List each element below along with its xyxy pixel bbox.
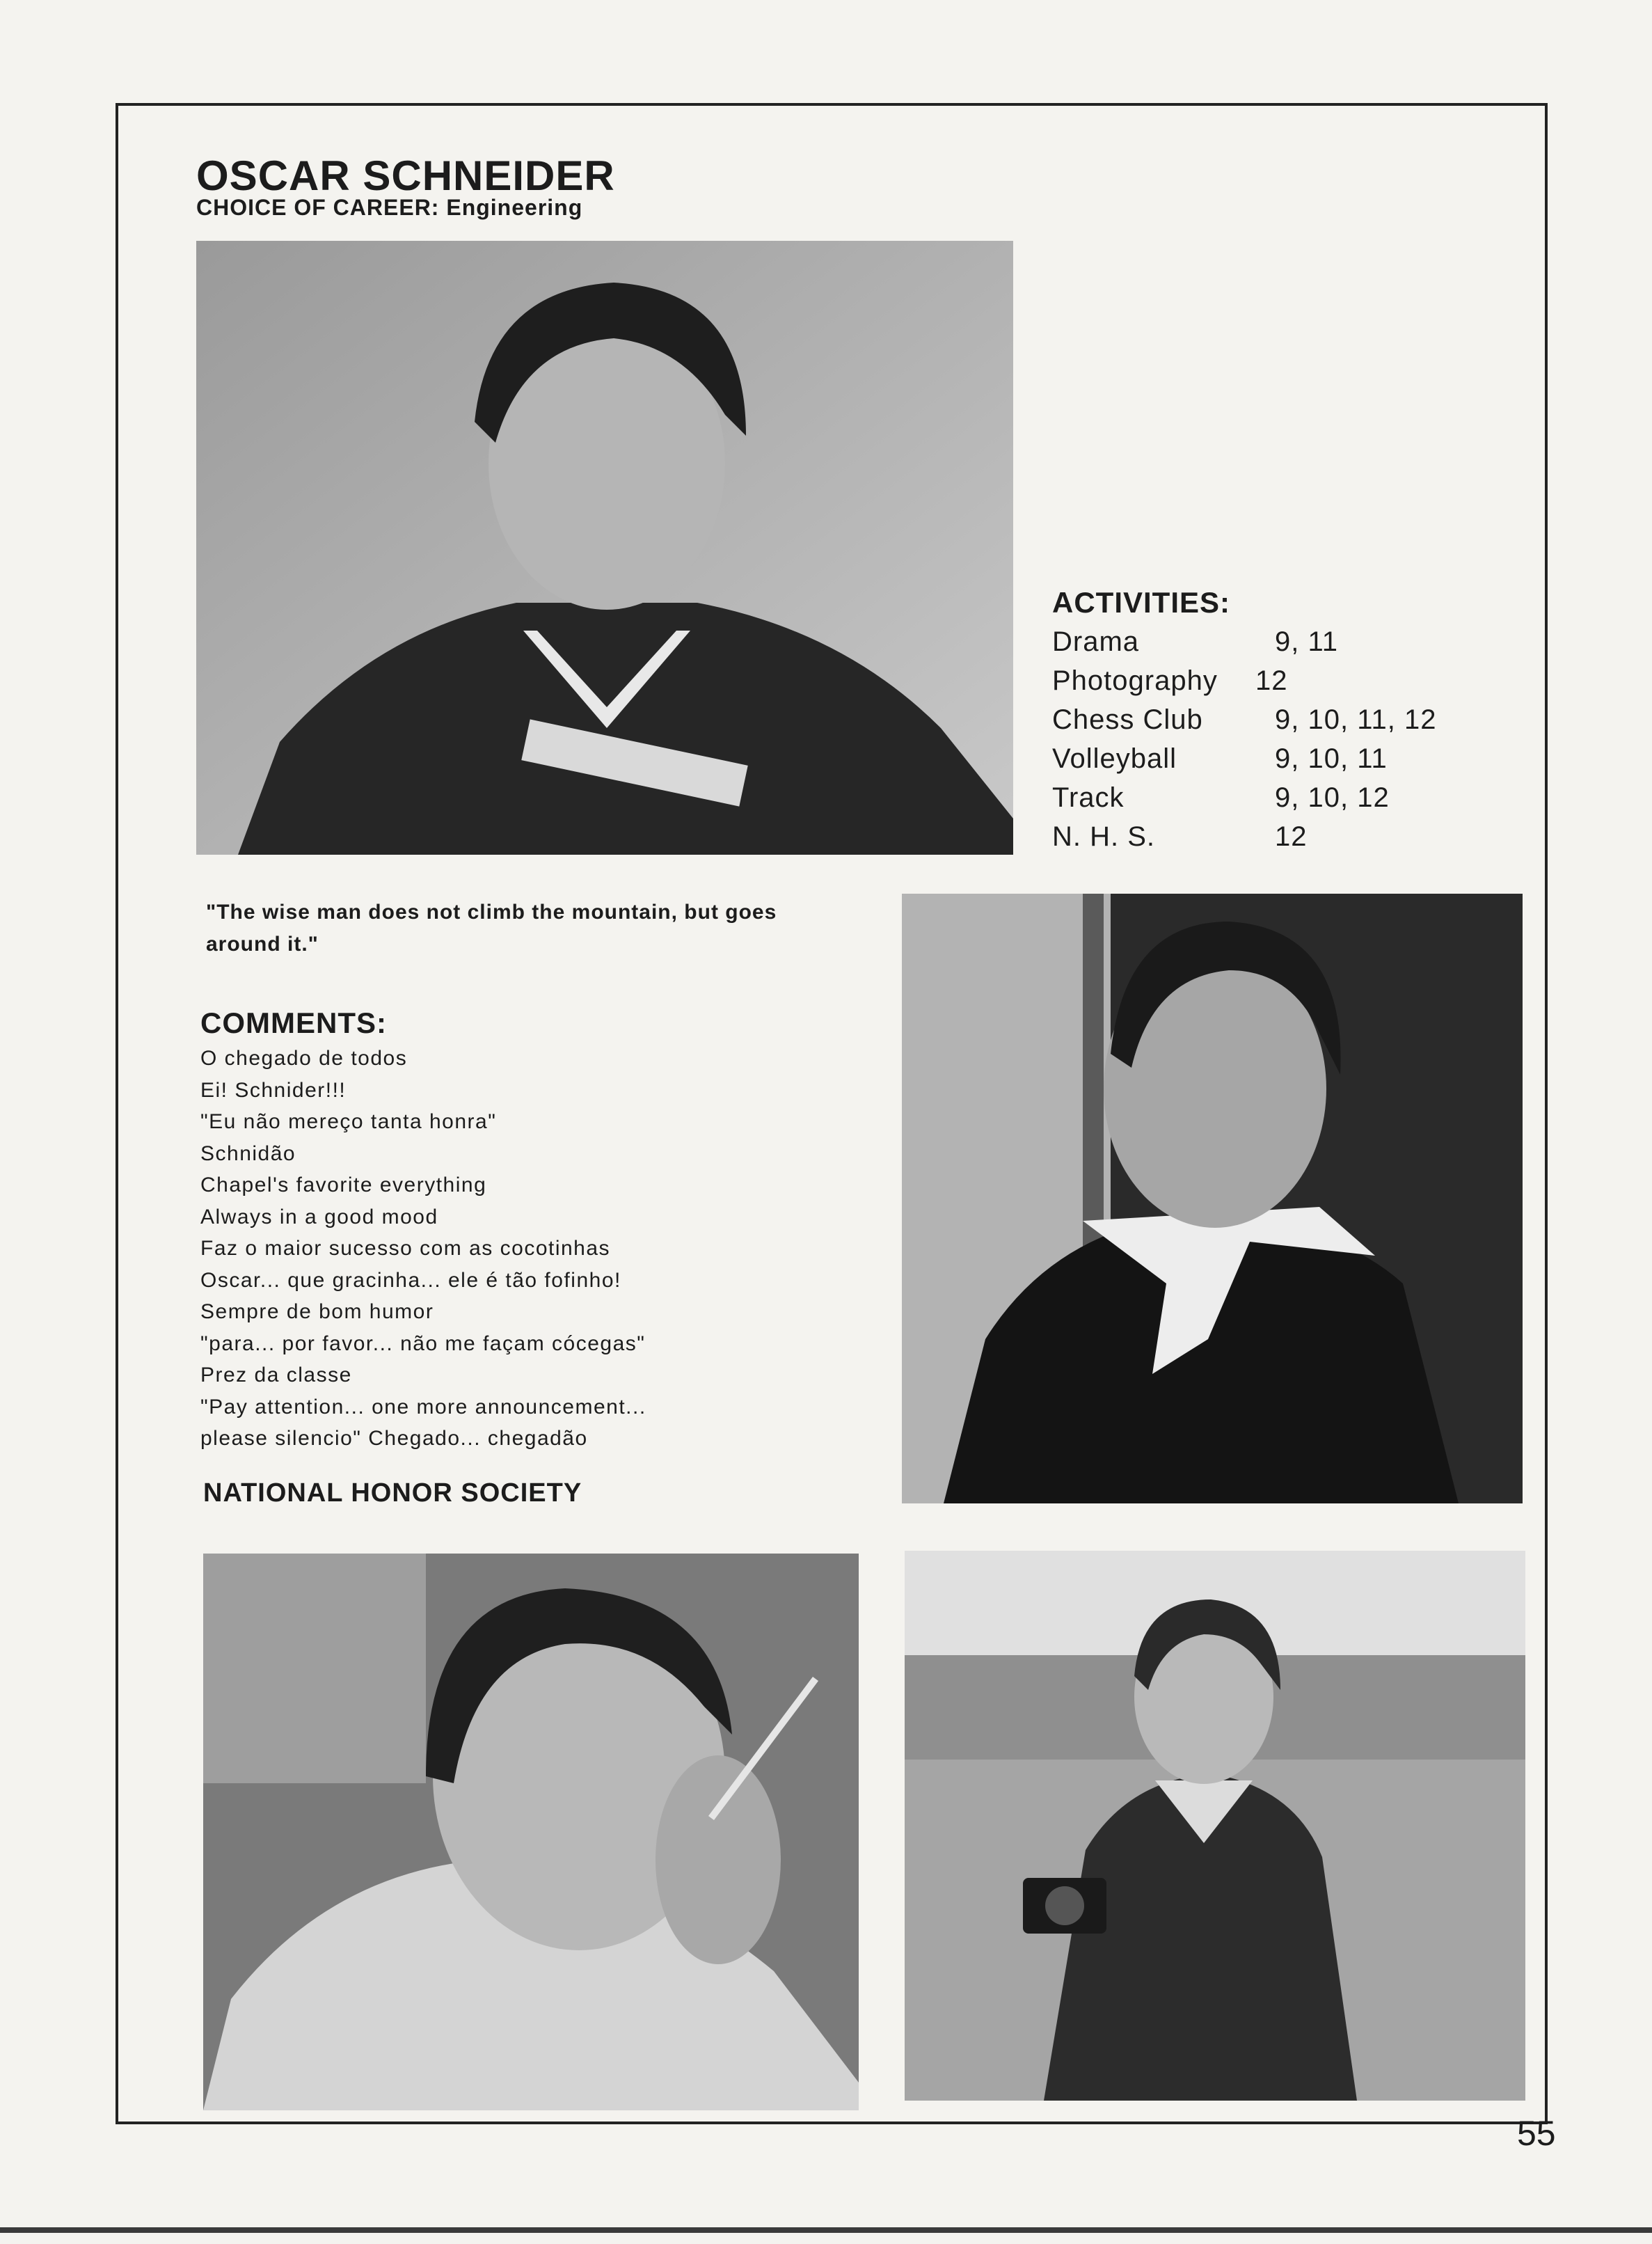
comment-line: Oscar... que gracinha... ele é tão fofinho!	[200, 1268, 621, 1292]
outdoor-photo-with-camera	[905, 1551, 1525, 2101]
comment-line: Always in a good mood	[200, 1205, 438, 1228]
activity-row	[1052, 700, 1498, 739]
activity-years: 12	[1255, 665, 1288, 696]
activity-years: 9, 10, 12	[1275, 782, 1390, 813]
activity-row	[1052, 622, 1498, 661]
scan-edge	[0, 2227, 1652, 2233]
comment-line: please silencio" Chegado... chegadão	[200, 1427, 588, 1450]
comment-line: "para... por favor... não me façam cócegas"	[200, 1332, 646, 1355]
activities-heading: ACTIVITIES:	[1052, 586, 1231, 619]
activity-years: 9, 10, 11	[1275, 743, 1388, 774]
comment-line: Schnidão	[200, 1141, 296, 1165]
comment-line: "Pay attention... one more announcement...	[200, 1395, 646, 1419]
activity-name: Chess Club	[1052, 704, 1203, 735]
activity-years: 9, 11	[1275, 626, 1338, 657]
activity-row	[1052, 817, 1498, 856]
candid-photo-with-pen	[203, 1554, 859, 2110]
activity-row	[1052, 739, 1498, 778]
comment-line: Ei! Schnider!!!	[200, 1078, 347, 1102]
activity-row	[1052, 778, 1498, 817]
portrait-photo-seated	[196, 241, 1013, 855]
comment-line: Faz o maior sucesso com as cocotinhas	[200, 1237, 611, 1260]
activity-name: N. H. S.	[1052, 821, 1156, 852]
comment-line: Sempre de bom humor	[200, 1300, 434, 1323]
activity-years: 12	[1275, 821, 1308, 852]
activity-years: 9, 10, 11, 12	[1275, 704, 1437, 735]
senior-quote: "The wise man does not climb the mountain, but goes around it."	[206, 901, 777, 956]
activity-name: Track	[1052, 782, 1125, 813]
comments-section	[200, 1006, 868, 1455]
activity-name: Photography	[1052, 665, 1218, 696]
activities-section	[1052, 586, 1498, 856]
comment-line: "Eu não mereço tanta honra"	[200, 1110, 497, 1133]
comment-line: Prez da classe	[200, 1364, 352, 1386]
activity-name: Drama	[1052, 626, 1140, 657]
comments-heading: COMMENTS:	[200, 1006, 387, 1039]
activity-name: Volleyball	[1052, 743, 1177, 774]
comment-line: O chegado de todos	[200, 1047, 408, 1070]
page-number: 55	[1517, 2114, 1556, 2153]
honor-society-label: NATIONAL HONOR SOCIETY	[203, 1478, 582, 1508]
portrait-photo-doorway	[902, 894, 1523, 1503]
career-choice: CHOICE OF CAREER: Engineering	[196, 195, 583, 220]
student-name: OSCAR SCHNEIDER	[196, 152, 615, 199]
comment-line: Chapel's favorite everything	[200, 1174, 487, 1196]
activity-row	[1052, 661, 1498, 700]
